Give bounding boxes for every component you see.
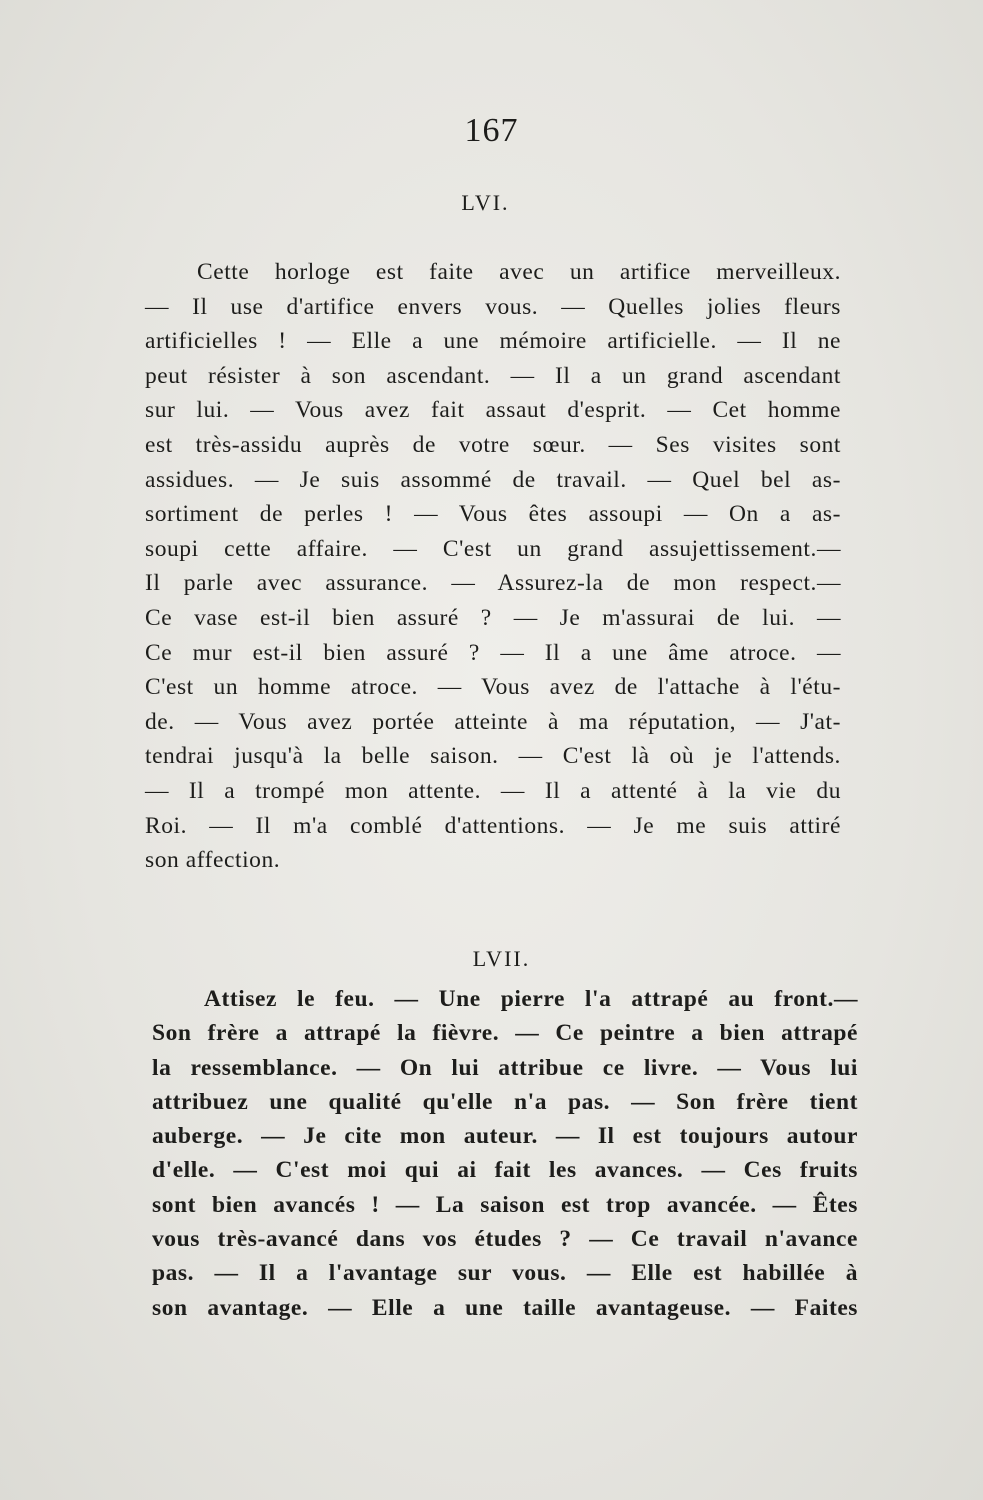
text-line: est très-assidu auprès de votre sœur. — Ses visites sont — [145, 431, 841, 458]
text-line: son avantage. — Elle a une taille avantageuse. — Faites — [152, 1294, 858, 1321]
text-line: sur lui. — Vous avez fait assaut d'esprit. — Cet homme — [145, 397, 841, 424]
text-line: — Il a trompé mon attente. — Il a attenté à la vie du — [145, 777, 841, 804]
section-lvii-text — [152, 982, 858, 1325]
text-line: pas. — Il a l'avantage sur vous. — Elle est habillée à — [152, 1260, 858, 1287]
text-line: peut résister à son ascendant. — Il a un grand ascendant — [145, 362, 841, 389]
text-line: son affection. — [145, 847, 281, 874]
text-line: artificielles ! — Elle a une mémoire artificielle. — Il ne — [145, 328, 841, 355]
text-line: Son frère a attrapé la fièvre. — Ce peintre a bien attrapé — [152, 1020, 858, 1047]
section-heading-lvii: LVII. — [472, 946, 531, 971]
page-number: 167 — [464, 112, 519, 149]
text-line: soupi cette affaire. — C'est un grand assujettissement.— — [145, 535, 841, 562]
text-line: Cette horloge est faite avec un artifice merveilleux. — [197, 259, 841, 285]
text-line: vous très-avancé dans vos études ? — Ce travail n'avance — [152, 1226, 858, 1253]
text-line: d'elle. — C'est moi qui ai fait les avances. — Ces fruits — [152, 1157, 858, 1184]
section-lvi-text — [145, 255, 841, 878]
text-line: la ressemblance. — On lui attribue ce livre. — Vous lui — [152, 1054, 858, 1081]
text-line: assidues. — Je suis assommé de travail. — Quel bel as- — [145, 466, 841, 493]
text-line: Roi. — Il m'a comblé d'attentions. — Je me suis attiré — [145, 812, 841, 839]
text-line: Ce vase est-il bien assuré ? — Je m'assurai de lui. — — [145, 604, 841, 631]
text-line: Attisez le feu. — Une pierre l'a attrapé au front.— — [204, 986, 858, 1012]
text-line: sortiment de perles ! — Vous êtes assoupi — On a as- — [145, 501, 841, 528]
text-line: Ce mur est-il bien assuré ? — Il a une âme atroce. — — [145, 639, 841, 666]
text-line: Il parle avec assurance. — Assurez-la de mon respect.— — [145, 570, 841, 597]
text-line: attribuez une qualité qu'elle n'a pas. — Son frère tient — [152, 1088, 858, 1115]
section-heading-lvi: LVI. — [461, 190, 510, 215]
text-line: de. — Vous avez portée atteinte à ma réputation, — J'at- — [145, 708, 841, 735]
text-line: auberge. — Je cite mon auteur. — Il est toujours autour — [152, 1123, 858, 1150]
text-line: tendrai jusqu'à la belle saison. — C'est là où je l'attends. — [145, 743, 841, 770]
text-line: sont bien avancés ! — La saison est trop avancée. — Êtes — [152, 1191, 858, 1218]
text-line: C'est un homme atroce. — Vous avez de l'attache à l'étu- — [145, 674, 841, 701]
text-line: — Il use d'artifice envers vous. — Quelles jolies fleurs — [145, 293, 841, 320]
